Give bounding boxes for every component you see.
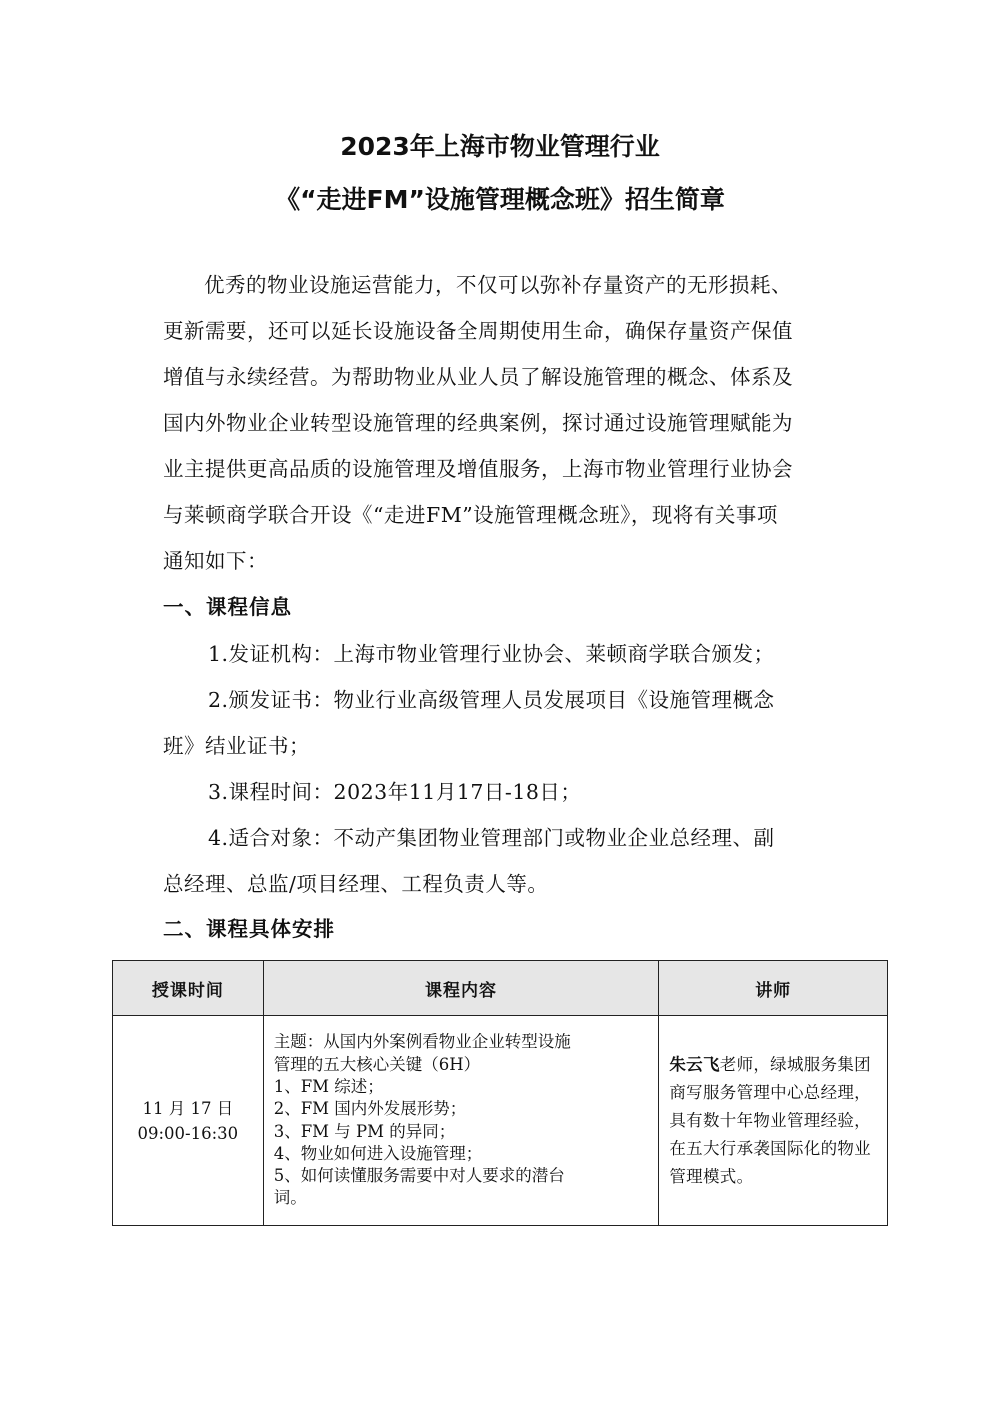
session-content-cell	[263, 1016, 659, 1226]
course-info-item-certificate-cont: 班》结业证书；	[163, 734, 310, 758]
intro-line: 优秀的物业设施运营能力，不仅可以弥补存量资产的无形损耗、	[204, 273, 792, 297]
intro-line: 与莱顿商学联合开设《“走进FM”设施管理概念班》，现将有关事项	[163, 503, 778, 527]
schedule-table	[112, 960, 888, 1226]
document-title-line2: 《“走进FM”设施管理概念班》招生简章	[275, 185, 725, 214]
course-info-item-audience: 4.适合对象：不动产集团物业管理部门或物业企业总经理、副	[208, 826, 775, 850]
document-title-line1: 2023年上海市物业管理行业	[340, 132, 660, 161]
intro-line: 更新需要，还可以延长设施设备全周期使用生命，确保存量资产保值	[163, 319, 793, 343]
teacher-description: 老师，绿城服务集团商写服务管理中心总经理，具有数十年物业管理经验，在五大行承袭国际化的物业管理模式。	[669, 1054, 871, 1186]
content-line: 5、如何读懂服务需要中对人要求的潜台	[273, 1166, 565, 1186]
session-hours: 09:00-16:30	[137, 1123, 239, 1143]
content-line: 主题：从国内外案例看物业企业转型设施	[273, 1032, 571, 1052]
intro-line: 国内外物业企业转型设施管理的经典案例，探讨通过设施管理赋能为	[163, 411, 793, 435]
intro-line: 业主提供更高品质的设施管理及增值服务，上海市物业管理行业协会	[163, 457, 793, 481]
intro-line: 增值与永续经营。为帮助物业从业人员了解设施管理的概念、体系及	[163, 365, 793, 389]
course-info-list	[163, 631, 853, 907]
course-info-item-time: 3.课程时间：2023年11月17日-18日；	[208, 780, 582, 804]
content-line: 3、FM 与 PM 的异同；	[273, 1121, 456, 1141]
header-content: 课程内容	[263, 961, 659, 1016]
intro-line: 通知如下：	[163, 549, 268, 573]
content-line: 2、FM 国内外发展形势；	[273, 1099, 467, 1119]
intro-paragraph	[163, 262, 853, 584]
session-date: 11 月 17 日	[142, 1098, 234, 1118]
course-info-item-audience-cont: 总经理、总监/项目经理、工程负责人等。	[163, 872, 549, 896]
section2-heading: 二、课程具体安排	[163, 917, 335, 941]
course-info-item-certificate: 2.颁发证书：物业行业高级管理人员发展项目《设施管理概念	[208, 688, 775, 712]
content-line: 4、物业如何进入设施管理；	[273, 1143, 483, 1163]
content-line: 管理的五大核心关键（6H）	[273, 1054, 481, 1074]
table-header-row	[113, 961, 888, 1016]
session-teacher-cell	[659, 1016, 888, 1226]
teacher-name: 朱云飞	[669, 1054, 720, 1074]
header-time: 授课时间	[113, 961, 264, 1016]
content-line: 1、FM 综述；	[273, 1076, 384, 1096]
header-teacher: 讲师	[659, 961, 888, 1016]
session-time-cell	[113, 1016, 264, 1226]
content-line: 词。	[273, 1188, 307, 1208]
table-row	[113, 1016, 888, 1226]
section1-heading: 一、课程信息	[163, 595, 292, 619]
course-info-item-issuer: 1.发证机构：上海市物业管理行业协会、莱顿商学联合颁发；	[208, 642, 775, 666]
